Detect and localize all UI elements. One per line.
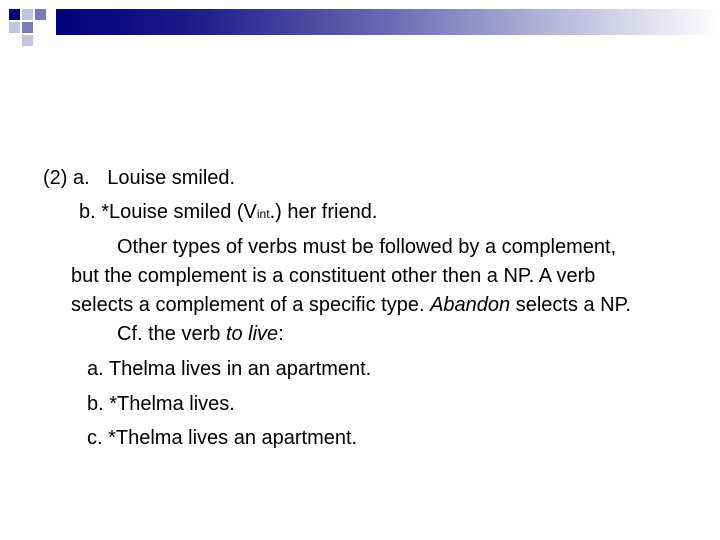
example-marker: b. bbox=[79, 201, 96, 223]
paragraph-line-2 bbox=[71, 264, 595, 288]
paragraph-line-4 bbox=[117, 322, 284, 346]
example-2b-line bbox=[79, 200, 377, 226]
paragraph-text: but the complement is a constituent other then a NP. A verb bbox=[71, 265, 596, 287]
paragraph-text: Other types of verbs must be followed by a complement, bbox=[117, 236, 617, 258]
example-2b-text: *Louise smiled (V bbox=[101, 201, 257, 223]
paragraph-text: : bbox=[278, 323, 284, 345]
example-marker: a. bbox=[73, 167, 90, 189]
example-text: a. Thelma lives in an apartment. bbox=[87, 358, 372, 380]
verb-subscript: int bbox=[256, 207, 270, 221]
example-2b-text-end: .) her friend. bbox=[269, 201, 378, 223]
italic-term: Abandon bbox=[430, 294, 511, 316]
example-text: b. *Thelma lives. bbox=[87, 393, 235, 415]
example-line bbox=[87, 392, 235, 416]
example-line bbox=[87, 426, 357, 450]
italic-term: to live bbox=[225, 323, 279, 345]
example-text: c. *Thelma lives an apartment. bbox=[87, 427, 358, 449]
example-number: (2) bbox=[43, 167, 68, 189]
paragraph-text: selects a NP. bbox=[510, 294, 631, 316]
paragraph-text: Cf. the verb bbox=[117, 323, 226, 345]
example-2a-text: Louise smiled. bbox=[107, 167, 236, 189]
paragraph-text: selects a complement of a specific type. bbox=[71, 294, 431, 316]
paragraph-line-1 bbox=[117, 235, 616, 259]
example-line bbox=[87, 357, 371, 381]
example-2a-line bbox=[43, 166, 235, 190]
paragraph-line-3 bbox=[71, 293, 631, 317]
